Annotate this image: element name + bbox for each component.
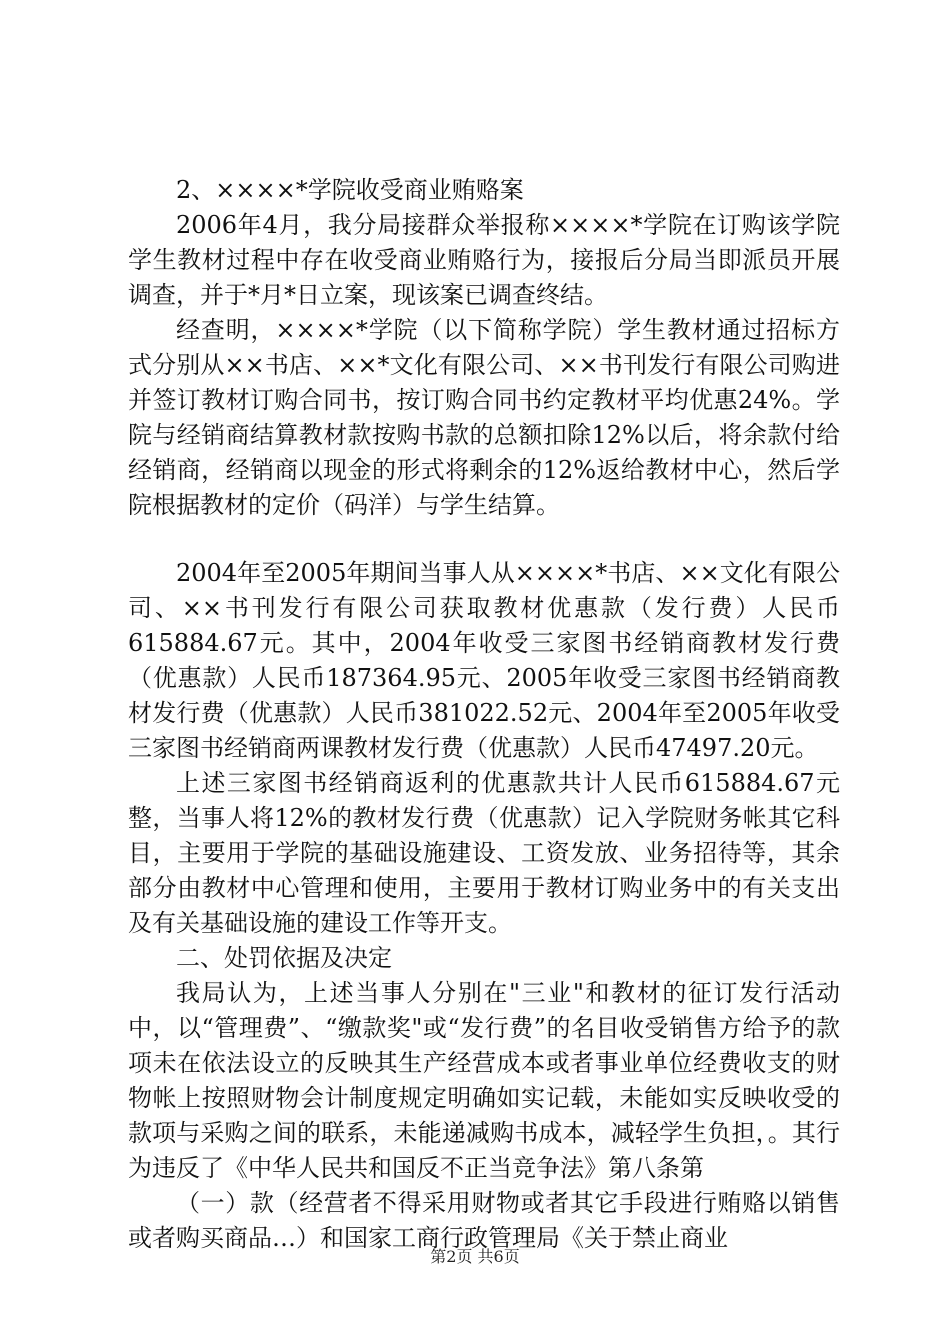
clause-paragraph: （一）款（经营者不得采用财物或者其它手段进行贿赂以销售或者购买商品…）和国家工商行政管理局《关于禁止商业 xyxy=(128,1189,840,1252)
page-footer: 第2页 共6页 xyxy=(430,1247,520,1266)
report-paragraph: 2006年4月，我分局接群众举报称××××*学院在订购该学院学生教材过程中存在收受商业贿赂行为，接报后分局当即派员开展调查，并于*月*日立案，现该案已调查终结。 xyxy=(128,211,840,309)
case-heading: 2、××××*学院收受商业贿赂案 xyxy=(176,176,524,204)
investigation-paragraph: 经查明，××××*学院（以下简称学院）学生教材通过招标方式分别从××书店、××*文化有限公司、××书刊发行有限公司购进并签订教材订购合同书，按订购合同书约定教材平均优惠24%。学院与经销商结算教材款按购书款的总额扣除12%以后，将余款付给经销商，经销商以现金的形式将剩余的12%返给教材中心，然后学院根据教材的定价（码洋）与学生结算。 xyxy=(128,316,840,519)
document-body xyxy=(128,173,840,1256)
amount-paragraph: 2004年至2005年期间当事人从××××*书店、××文化有限公司、××书刊发行有限公司获取教材优惠款（发行费）人民币615884.67元。其中，2004年收受三家图书经销商教材发行费（优惠款）人民币187364.95元、2005年收受三家图书经销商教材发行费（优惠款）人民币381022.52元、2004年至2005年收受三家图书经销商两课教材发行费（优惠款）人民币47497.20元。 xyxy=(128,559,840,762)
section-heading: 二、处罚依据及决定 xyxy=(176,944,392,972)
usage-paragraph: 上述三家图书经销商返利的优惠款共计人民币615884.67元整，当事人将12%的教材发行费（优惠款）记入学院财务帐其它科目，主要用于学院的基础设施建设、工资发放、业务招待等，其余部分由教材中心管理和使用，主要用于教材订购业务中的有关支出及有关基础设施的建设工作等开支。 xyxy=(128,769,840,937)
ruling-paragraph: 我局认为，上述当事人分别在"三业"和教材的征订发行活动中，以“管理费”、“缴款奖"或“发行费”的名目收受销售方给予的款项未在依法设立的反映其生产经营成本或者事业单位经费收支的财物帐上按照财物会计制度规定明确如实记载，未能如实反映收受的款项与采购之间的联系，未能递减购书成本，减轻学生负担，。其行为违反了《中华人民共和国反不正当竞争法》第八条第 xyxy=(128,979,840,1182)
